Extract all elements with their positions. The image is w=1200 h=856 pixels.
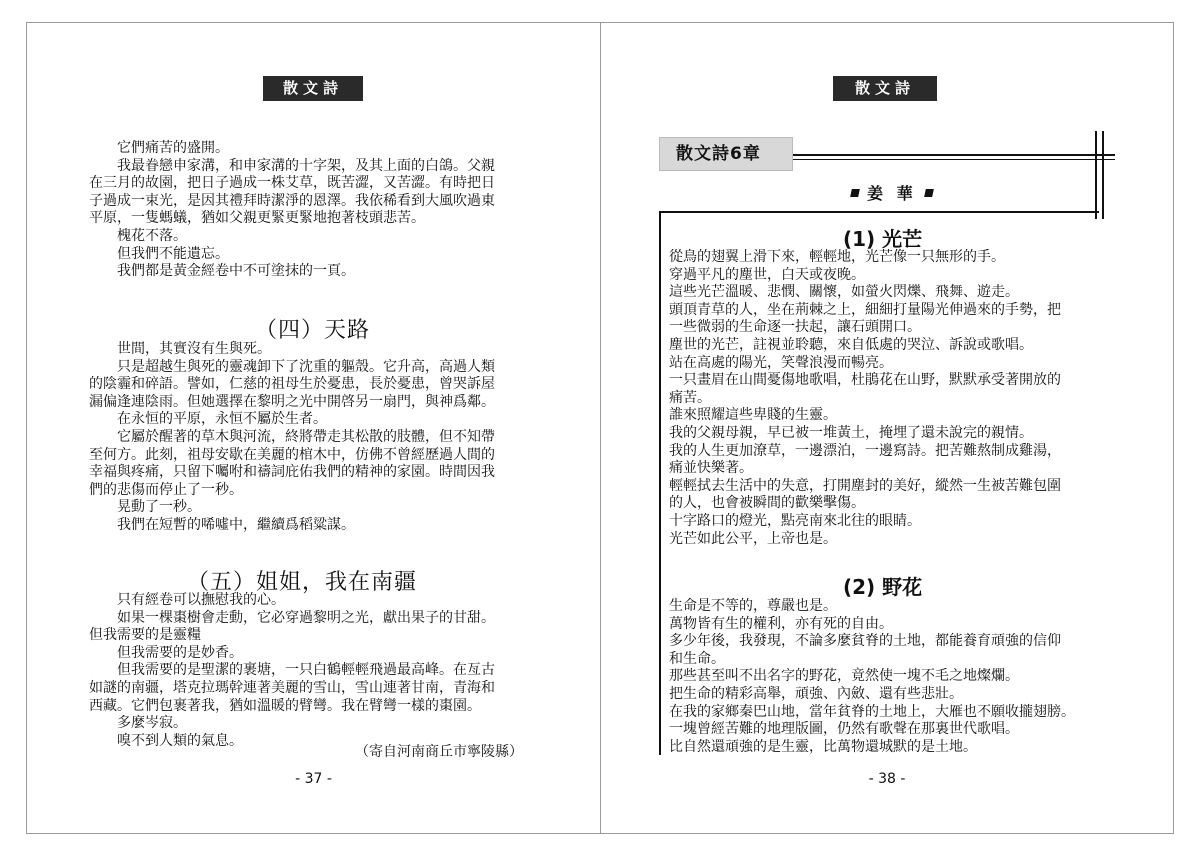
text-line: 它們痛苦的盛開。 [117, 140, 229, 156]
rule-vertical-left [659, 211, 661, 755]
section-4-title: （四）天路 [255, 318, 371, 343]
text-line: 穿過平凡的塵世，白天或夜晚。 [669, 266, 865, 283]
text-line: 痛並快樂著。 [669, 460, 753, 477]
text-line: 們的悲傷而停止了一秒。 [89, 481, 243, 498]
rule-horizontal-top [793, 154, 1115, 156]
text-line: 至何方。此刻，祖母安歇在美麗的棺木中，仿佛不曾經歷過人間的 [89, 446, 495, 463]
text-line: 它屬於醒著的草木與河流，終將帶走其松散的肢體，但不知帶 [117, 428, 495, 445]
section-4-text [89, 341, 495, 535]
left-intro-text [89, 140, 495, 281]
text-line: 從鳥的翅翼上滑下來，輕輕地，光芒像一只無形的手。 [669, 249, 1005, 265]
text-line: 西藏。它們包裹著我，猶如溫暖的臂彎。我在臂彎一樣的棗園。 [89, 697, 481, 714]
square-bullet-icon [850, 189, 860, 197]
text-line: 塵世的光芒，註視並聆聽，來自低處的哭泣、訴說或歌唱。 [669, 336, 1033, 353]
text-line: 槐花不落。 [117, 227, 187, 244]
text-line: 頭頂青草的人，坐在荊棘之上，細細打量陽光伸過來的手勢，把 [669, 301, 1061, 318]
text-line: 生命是不等的，尊嚴也是。 [669, 598, 837, 614]
rule-horizontal-bottom [659, 211, 1099, 213]
text-line: 的人，也會被瞬間的歡樂擊傷。 [669, 495, 865, 512]
text-line: 把生命的精彩高舉，頑強、內斂、還有些悲壯。 [669, 685, 963, 702]
text-line: 痛苦。 [669, 389, 711, 406]
text-line: 在永恒的平原，永恒不屬於生者。 [117, 411, 327, 428]
rule-vertical-2 [1102, 131, 1104, 219]
text-line: 這些光芒溫暖、悲憫、關懷，如螢火閃爍、飛舞、遊走。 [669, 284, 1019, 301]
text-line: 晃動了一秒。 [117, 499, 201, 516]
part-1-title: (1) 光芒 [843, 227, 923, 251]
text-line: 在三月的故園，把日子過成一株艾草，既苦澀，又苦澀。有時把日 [89, 175, 495, 192]
right-page [600, 22, 1174, 834]
text-line: 但我們不能遺忘。 [117, 245, 229, 262]
part-1-text [669, 249, 1061, 548]
text-line: 我的父親母親，早已被一堆黃土，掩埋了還未說完的親情。 [669, 424, 1033, 441]
text-line: 萬物皆有生的權利，亦有死的自由。 [669, 615, 893, 632]
text-line: 我們都是黃金經卷中不可塗抹的一頁。 [117, 263, 355, 280]
square-bullet-icon [924, 189, 934, 197]
right-header-badge: 散文詩 [833, 76, 937, 101]
text-line: 我最眷戀申家溝，和申家溝的十字架，及其上面的白鴿。父親 [117, 157, 495, 174]
text-line: 漏偏逢連陰雨。但她選擇在黎明之光中開啓另一扇門，與神爲鄰。 [89, 393, 495, 410]
text-line: 站在高處的陽光，笑聲浪漫而暢亮。 [669, 354, 893, 371]
rule-vertical-1 [1095, 131, 1097, 219]
rule-horizontal-top-thin [793, 159, 1115, 160]
text-line: 多麼岑寂。 [117, 715, 187, 732]
section-5-text [89, 592, 495, 750]
page-number-left: - 37 - [295, 771, 332, 787]
text-line: 幸福與疼痛，只留下囑咐和禱詞庇佑我們的精神的家園。時間因我 [89, 464, 495, 481]
text-line: 我的人生更加潦草，一邊漂泊，一邊寫詩。把苦難熬制成雞湯， [669, 442, 1061, 459]
text-line: 誰來照耀這些卑賤的生靈。 [669, 407, 837, 424]
text-line: 一塊曾經苦難的地理版圖，仍然有歌聲在那裏世代歌唱。 [669, 721, 1019, 738]
text-line: 我們在短暫的唏噓中，繼續爲稻粱謀。 [117, 516, 355, 533]
text-line: 那些甚至叫不出名字的野花，竟然使一塊不毛之地燦爛。 [669, 668, 1019, 685]
part-2-title: (2) 野花 [843, 575, 923, 599]
text-line: 平原，一隻螞蟻，猶如父親更緊更緊地抱著枝頭悲苦。 [89, 210, 425, 227]
text-line: 一些微弱的生命逐一扶起，讓石頭開口。 [669, 319, 921, 336]
text-line: 和生命。 [669, 650, 725, 667]
text-line: 輕輕拭去生活中的失意，打開塵封的美好，縱然一生被苦難包圍 [669, 477, 1061, 494]
left-header-badge: 散文詩 [263, 76, 363, 101]
series-tab: 散文詩6章 [659, 137, 793, 171]
text-line: 但我需要的是靈糧 [89, 627, 201, 644]
text-line: 光芒如此公平，上帝也是。 [669, 530, 837, 547]
text-line: 的陰霾和碎語。譬如，仁慈的祖母生於憂患，長於憂患，曾哭訴屋 [89, 376, 495, 393]
text-line: 十字路口的燈光，點亮南來北往的眼睛。 [669, 512, 921, 529]
text-line: 比自然還頑強的是生靈，比萬物還城默的是土地。 [669, 738, 977, 755]
text-line: 如果一棵棗樹會走動，它必穿過黎明之光，獻出果子的甘甜。 [117, 609, 495, 626]
section-5-title: （五）姐姐，我在南疆 [187, 570, 418, 595]
author-line [843, 181, 941, 204]
text-line: 如謎的南疆，塔克拉瑪幹連著美麗的雪山，雪山連著甘南，青海和 [89, 679, 495, 696]
author-name: 姜 華 [867, 184, 917, 203]
text-line: 但我需要的是聖潔的裹塘，一只白鶴輕輕飛過最高峰。在亙古 [117, 662, 495, 679]
text-line: 只是超越生與死的靈魂卸下了沈重的軀殼。它升高，高過人類 [117, 358, 495, 375]
text-line: 一只畫眉在山間憂傷地歌唱，杜鵑花在山野，默默承受著開放的 [669, 372, 1061, 389]
page-number-right: - 38 - [868, 771, 906, 787]
text-line: 多少年後，我發現，不論多麼貧脊的土地，都能養育頑強的信仰 [669, 633, 1061, 650]
text-line: 在我的家鄉秦巴山地，當年貧脊的土地上，大雁也不願收攏翅膀。 [669, 703, 1075, 720]
text-line: 世間，其實沒有生與死。 [117, 341, 271, 357]
text-line: 但我需要的是妙香。 [117, 644, 243, 661]
text-line: 子過成一束光，是因其禮拜時潔淨的恩澤。我依稀看到大風吹過東 [89, 192, 495, 209]
source-note: （寄自河南商丘市寧陵縣） [355, 744, 523, 760]
part-2-text [669, 598, 1075, 756]
text-line: 嗅不到人類的氣息。 [117, 732, 243, 749]
left-page [26, 22, 600, 834]
text-line: 只有經卷可以撫慰我的心。 [117, 592, 285, 608]
